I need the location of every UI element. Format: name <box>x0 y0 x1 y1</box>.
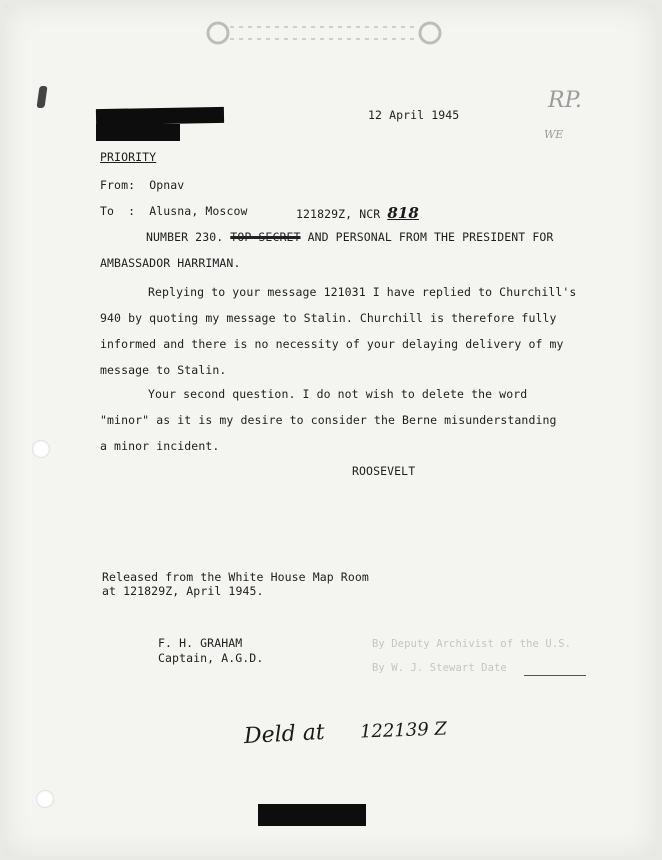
redaction-bottom <box>258 804 366 826</box>
punch-hole-bottom <box>36 790 54 808</box>
ncr-handwritten-number: 818 <box>387 204 419 222</box>
paragraph-line: Replying to your message 121031 I have replied to Churchill's <box>148 285 577 299</box>
document-date: 12 April 1945 <box>368 108 460 122</box>
paragraph-line: a minor incident. <box>100 439 220 453</box>
paragraph-line: 940 by quoting my message to Stalin. Churchill is therefore fully <box>100 311 557 325</box>
declassification-date-rule <box>524 675 586 676</box>
paragraph-line: informed and there is no necessity of your delaying delivery of my <box>100 337 564 351</box>
document-page <box>4 4 656 856</box>
paragraph-line: Your second question. I do not wish to delete the word <box>148 387 528 401</box>
release-line-1: Released from the White House Map Room <box>102 570 369 584</box>
from-label: From: <box>100 178 136 192</box>
to-value: Alusna, Moscow <box>149 204 248 218</box>
release-line-2: at 121829Z, April 1945. <box>102 584 264 598</box>
signer-name: F. H. GRAHAM <box>158 636 243 650</box>
ink-mark <box>36 86 47 108</box>
subject-text: AND PERSONAL FROM THE PRESIDENT FOR <box>307 230 554 244</box>
paragraph-1 <box>100 279 576 383</box>
paragraph-2 <box>100 381 557 459</box>
declassification-line-2: By W. J. Stewart Date <box>372 662 507 674</box>
to-line <box>100 204 248 218</box>
punch-hole-top <box>32 440 50 458</box>
message-number: NUMBER 230. <box>146 230 224 244</box>
struck-classification: TOP SECRET <box>230 230 301 244</box>
redaction-top-1 <box>96 107 224 125</box>
handwritten-initials: RP. <box>548 88 582 113</box>
subject-line <box>146 230 553 244</box>
staple-marks <box>194 18 454 48</box>
to-label: To : <box>100 204 136 218</box>
declassification-line-1: By Deputy Archivist of the U.S. <box>372 638 572 650</box>
redaction-top-2 <box>96 124 180 141</box>
from-line <box>100 178 184 192</box>
signer-title: Captain, A.G.D. <box>158 651 264 665</box>
delivered-time: 122139 Z <box>359 718 448 743</box>
message-reference <box>296 204 419 222</box>
paragraph-line: "minor" as it is my desire to consider the Berne misunderstanding <box>100 413 557 427</box>
handwritten-initials-small: WE <box>544 128 564 141</box>
delivered-note: Deld at <box>243 719 326 750</box>
priority-label: PRIORITY <box>100 150 157 164</box>
subject-line-2: AMBASSADOR HARRIMAN. <box>100 256 241 270</box>
ref-number: 121829Z, NCR <box>296 207 381 221</box>
signature: ROOSEVELT <box>352 464 416 478</box>
from-value: Opnav <box>149 178 185 192</box>
paragraph-line: message to Stalin. <box>100 363 227 377</box>
